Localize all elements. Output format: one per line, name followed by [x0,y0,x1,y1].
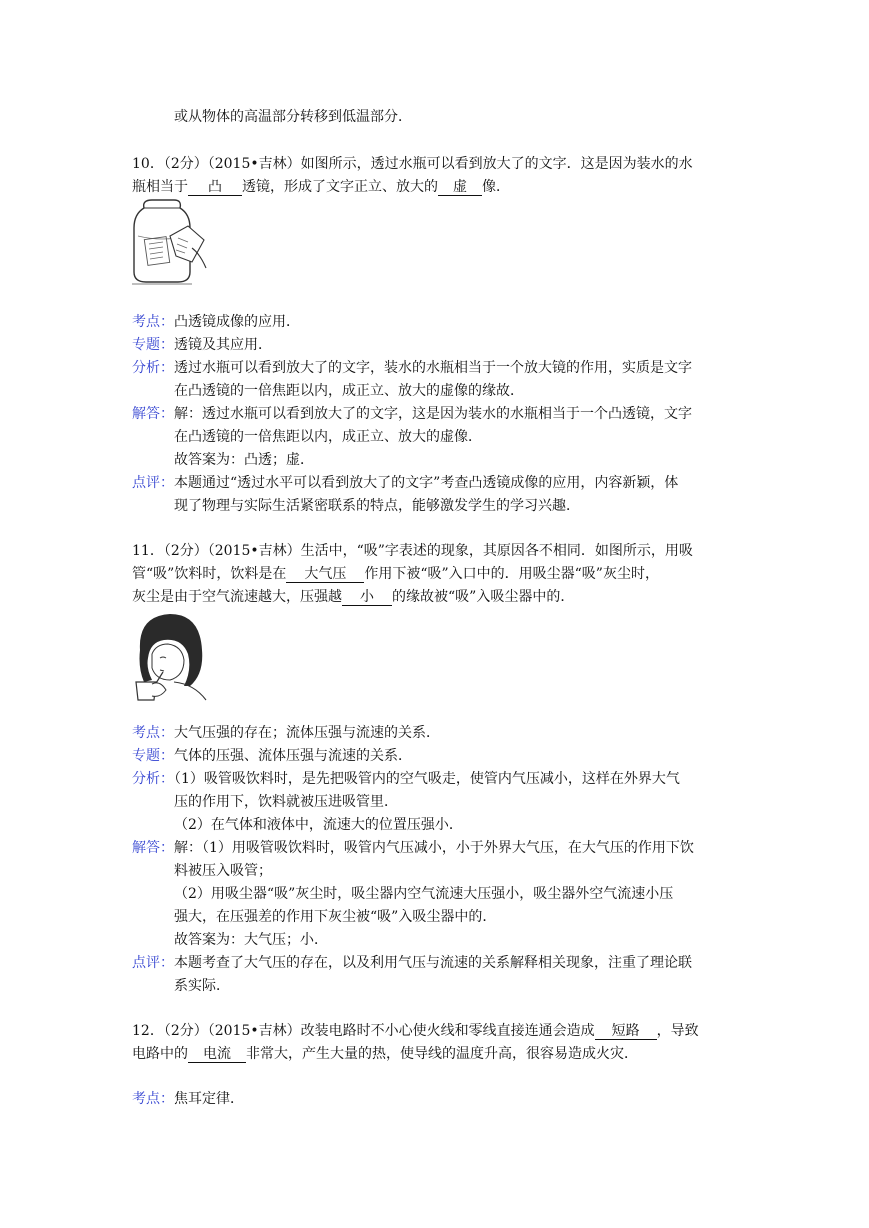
q10-kaodian [132,313,300,331]
girl-drinking-illustration [130,610,212,702]
q10-answer-blank-1: 凸 [188,179,242,196]
q10-dianping-text: 本题通过“透过水平可以看到放大了的文字”考查凸透镜成像的应用，内容新颖，体 [174,475,679,491]
jieda-label: 解答： [132,840,174,856]
q10-jieda-text: 解：透过水瓶可以看到放大了的文字，这是因为装水的水瓶相当于一个凸透镜，文字 [174,406,692,422]
q12-text: 非常大，产生大量的热，使导线的温度升高，很容易造成火灾． [246,1046,638,1062]
dianping-label: 点评： [132,475,174,491]
q12-text: ，导致 [656,1023,699,1039]
q11-stem-line3 [132,588,574,606]
q11-dianping-line1 [132,954,692,972]
q10-jieda-line1 [132,405,692,423]
q10-zhuanti [132,336,272,354]
q11-fenxi-line3: （2）在气体和液体中，流速大的位置压强小． [174,817,463,833]
q12-text: 电路中的 [132,1046,188,1062]
q11-fenxi-line2: 压的作用下，饮料就被压进吸管里． [174,794,398,810]
q11-jieda-line5: 故答案为：大气压；小． [174,932,328,948]
q11-text: 管“吸”饮料时，饮料是在 [132,566,287,582]
q10-dianping-line2: 现了物理与实际生活紧密联系的特点，能够激发学生的学习兴趣． [174,498,580,514]
q10-stem-line1: 10．（2分）（2015•吉林）如图所示，透过水瓶可以看到放大了的文字．这是因为装水的水 [132,156,693,172]
dianping-label: 点评： [132,955,174,971]
q10-text: 透镜，形成了文字正立、放大的 [242,179,438,195]
q10-fenxi-line2: 在凸透镜的一倍焦距以内，成正立、放大的虚像的缘故． [174,383,524,399]
q10-kaodian-text: 凸透镜成像的应用． [174,314,300,330]
q10-zhuanti-text: 透镜及其应用． [174,337,272,353]
q11-text: 灰尘是由于空气流速越大，压强越 [132,589,342,605]
q10-jieda-line3: 故答案为：凸透；虚． [174,452,314,468]
zhuanti-label: 专题： [132,748,174,764]
q10-text: 像． [482,179,510,195]
q11-stem-line2 [132,565,659,583]
q11-jieda-line3: （2）用吸尘器“吸”灰尘时，吸尘器内空气流速大压强小，吸尘器外空气流速小压 [174,886,674,902]
q11-dianping-text: 本题考查了大气压的存在，以及利用气压与流速的关系解释相关现象，注重了理论联 [174,955,692,971]
q12-kaodian [132,1090,244,1108]
q11-jieda-line1 [132,839,694,857]
q11-dianping-line2: 系实际． [174,978,230,994]
q12-stem-line1 [132,1022,699,1040]
q11-answer-blank-2: 小 [342,589,392,606]
q11-zhuanti [132,747,412,765]
q12-kaodian-text: 焦耳定律． [174,1091,244,1107]
q10-stem-line2 [132,178,510,196]
q11-jieda-line4: 强大，在压强差的作用下灰尘被“吸”入吸尘器中的． [174,909,497,925]
q12-answer-blank-1: 短路 [595,1023,657,1040]
q11-text: 作用下被“吸”入口中的．用吸尘器“吸”灰尘时， [364,566,659,582]
q10-fenxi-text: 透过水瓶可以看到放大了的文字，装水的水瓶相当于一个放大镜的作用，实质是文字 [174,360,692,376]
q11-answer-blank-1: 大气压 [286,566,364,583]
continuation-line: 或从物体的高温部分转移到低温部分． [174,109,412,125]
fenxi-label: 分析： [132,360,174,376]
kaodian-label: 考点： [132,725,174,741]
q12-text: 12．（2分）（2015•吉林）改装电路时不小心使火线和零线直接连通会造成 [132,1023,595,1039]
zhuanti-label: 专题： [132,337,174,353]
q11-fenxi-line1 [132,770,680,788]
q11-jieda-text: 解：（1）用吸管吸饮料时，吸管内气压减小，小于外界大气压，在大气压的作用下饮 [174,840,694,856]
q10-jieda-line2: 在凸透镜的一倍焦距以内，成正立、放大的虚像． [174,429,482,445]
q12-answer-blank-2: 电流 [188,1046,246,1063]
q11-zhuanti-text: 气体的压强、流体压强与流速的关系． [174,748,412,764]
q11-kaodian [132,724,440,742]
q11-jieda-line2: 料被压入吸管； [174,863,272,879]
q10-fenxi-line1 [132,359,692,377]
kaodian-label: 考点： [132,1091,174,1107]
q11-kaodian-text: 大气压强的存在；流体压强与流速的关系． [174,725,440,741]
q10-answer-blank-2: 虚 [438,179,482,196]
jieda-label: 解答： [132,406,174,422]
q10-text: 瓶相当于 [132,179,188,195]
q11-text: 的缘故被“吸”入吸尘器中的． [392,589,575,605]
fenxi-label: 分析： [132,771,174,787]
q11-stem-line1: 11．（2分）（2015•吉林）生活中，“吸”字表述的现象，其原因各不相同．如图所示，用吸 [132,543,693,559]
q11-fenxi-text: （1）吸管吸饮料时，是先把吸管内的空气吸走，使管内气压减小，这样在外界大气 [174,771,680,787]
kaodian-label: 考点： [132,314,174,330]
q12-stem-line2 [132,1045,638,1063]
q10-dianping-line1 [132,474,678,492]
water-bottle-illustration [130,198,210,288]
